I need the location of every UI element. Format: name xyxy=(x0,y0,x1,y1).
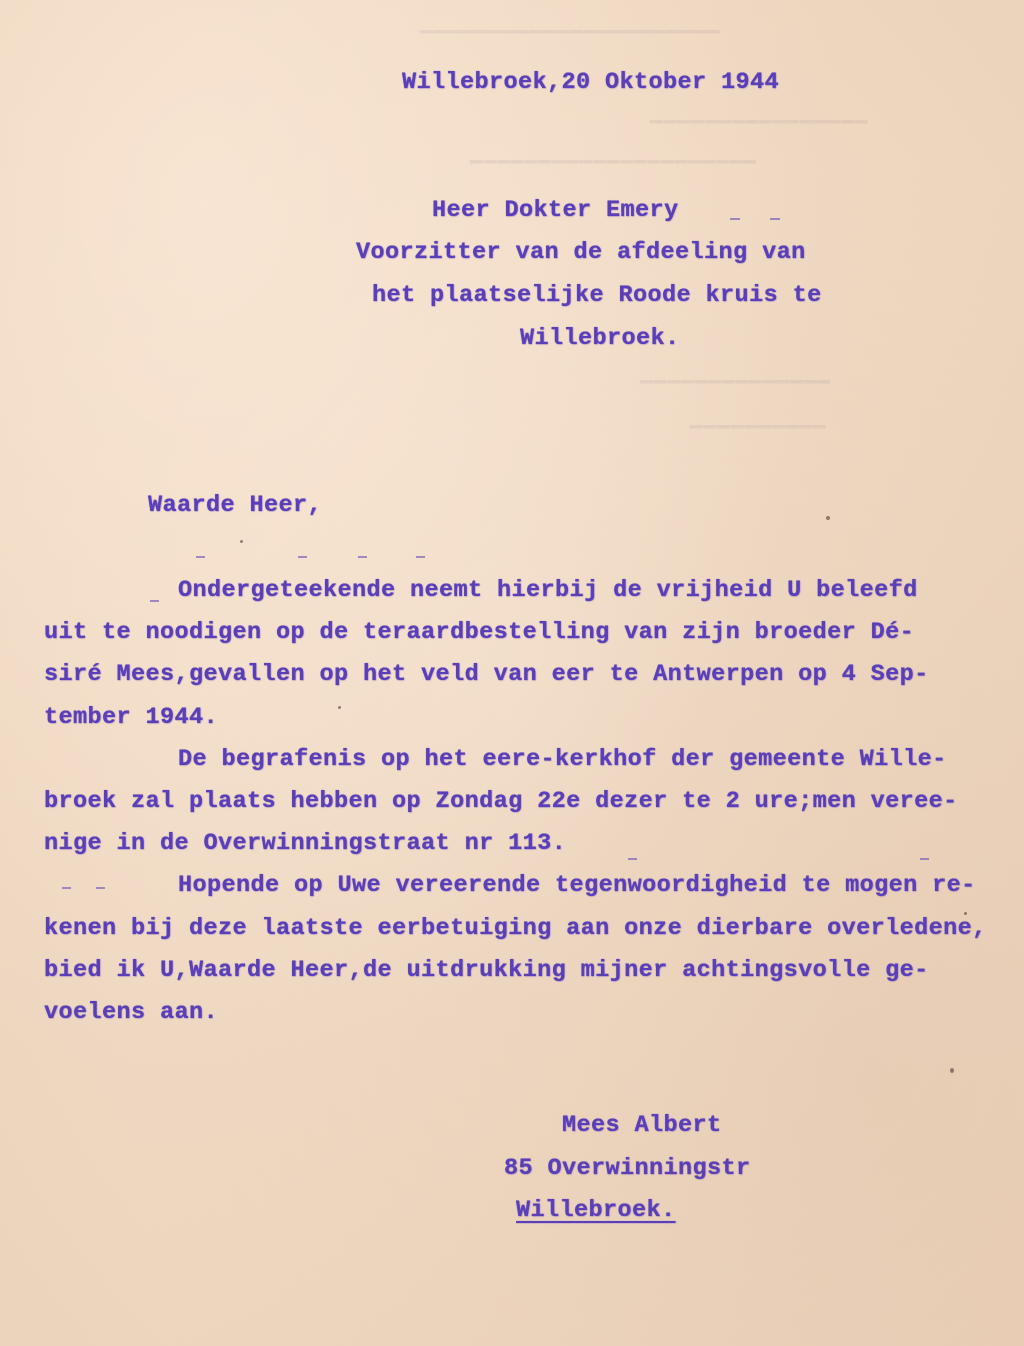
salutation: Waarde Heer, xyxy=(148,492,323,519)
body-line: kenen bij deze laatste eerbetuiging aan onze dierbare overledene, xyxy=(44,914,987,942)
typed-dash-mark xyxy=(920,858,929,860)
paper-speck xyxy=(964,912,967,915)
body-line: Hopende op Uwe vereerende tegenwoordigheid te mogen re- xyxy=(178,872,976,900)
body-line: broek zal plaats hebben op Zondag 22e dezer te 2 ure;men veree- xyxy=(44,787,958,815)
bleed-through-mark: ━━━━━━━━━━ xyxy=(690,418,827,441)
typed-dash-mark xyxy=(730,218,740,220)
typed-dash-mark xyxy=(96,887,105,889)
bleed-through-mark: ━━━━━━━━━━━━━━━━━━━━━━ xyxy=(420,23,721,46)
body-line: Ondergeteekende neemt hierbij de vrijheid U beleefd xyxy=(178,577,918,604)
recipient-line-1: Heer Dokter Emery xyxy=(432,197,679,224)
typed-dash-mark xyxy=(196,556,205,558)
body-line: nige in de Overwinningstraat nr 113. xyxy=(44,830,567,858)
bleed-through-mark: ━━━━━━━━━━━━━━━━━━━━━ xyxy=(470,153,757,176)
paper-speck xyxy=(826,516,830,520)
paper-speck xyxy=(950,1068,954,1073)
body-line: bied ik U,Waarde Heer,de uitdrukking mijner achtingsvolle ge- xyxy=(44,956,929,984)
typed-dash-mark xyxy=(416,556,425,558)
recipient-line-2: Voorzitter van de afdeeling van xyxy=(356,239,806,266)
signature-name: Mees Albert xyxy=(562,1112,722,1139)
typed-dash-mark xyxy=(358,556,367,558)
typed-dash-mark xyxy=(298,556,307,558)
typed-dash-mark xyxy=(62,887,71,889)
letter-body xyxy=(44,570,1004,1034)
bleed-through-mark: ━━━━━━━━━━━━━━ xyxy=(640,373,832,396)
paper-speck xyxy=(240,540,243,543)
recipient-line-4: Willebroek. xyxy=(520,325,680,352)
signature-town: Willebroek. xyxy=(516,1197,676,1224)
paper-speck xyxy=(338,706,341,709)
body-line: siré Mees,gevallen op het veld van eer te Antwerpen op 4 Sep- xyxy=(44,661,929,689)
body-line: De begrafenis op het eere-kerkhof der gemeente Wille- xyxy=(178,745,947,773)
typed-dash-mark xyxy=(770,218,780,220)
bleed-through-mark: ━━━━━━━━━━━━━━━━ xyxy=(650,113,869,136)
body-line: uit te noodigen op de teraardbestelling van zijn broeder Dé- xyxy=(44,619,915,647)
signature-street: 85 Overwinningstr xyxy=(504,1155,751,1182)
recipient-line-3: het plaatselijke Roode kruis te xyxy=(372,282,822,309)
place-date: Willebroek,20 Oktober 1944 xyxy=(402,69,780,96)
body-line: voelens aan. xyxy=(44,998,219,1026)
body-line: tember 1944. xyxy=(44,703,219,731)
typed-dash-mark xyxy=(628,858,637,860)
